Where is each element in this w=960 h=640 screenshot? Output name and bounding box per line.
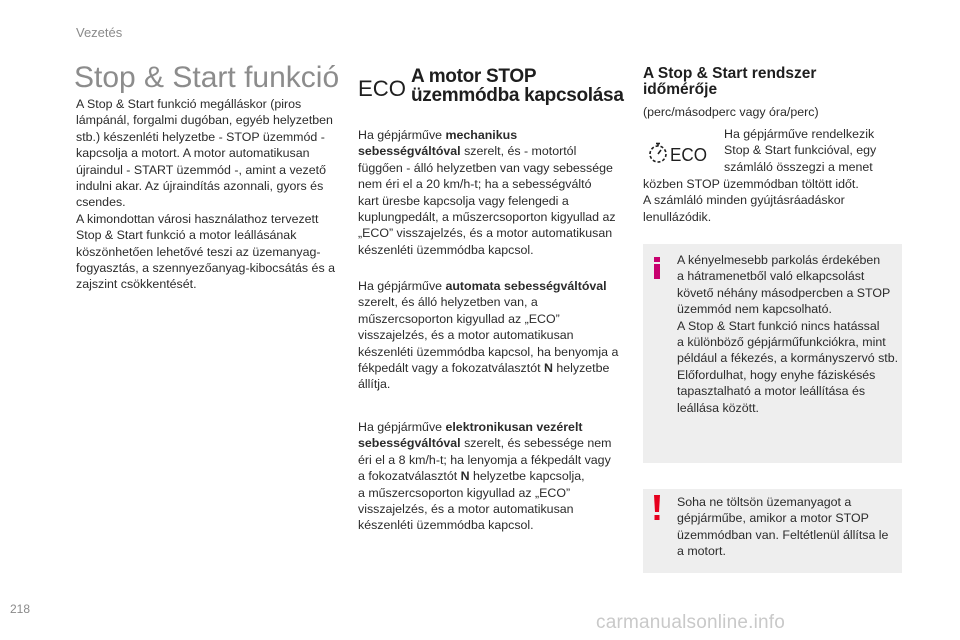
info-note-text: A kényelmesebb parkolás érdekében a hátramenetből való elkapcsolást követő néhány másodpercben a STOP üzemmód nem kapcsolható. A Stop & Start funkció nincs hatással a különböző gépjárműfunkciókra, mint például a fékezés, a kormányszervó stb. Előfordulhat, hogy enyhe fáziskésés tapasztalható a motor leállítása és leállása között. xyxy=(677,253,899,415)
watermark: carmanualsonline.info xyxy=(596,612,786,633)
paragraph-auto-bold: automata sebességváltóval xyxy=(445,279,607,293)
paragraph-manual-lead: Ha gépjárműve xyxy=(358,128,446,142)
page-title: Stop & Start funkció xyxy=(74,61,340,94)
intro-text xyxy=(76,96,340,293)
timer-description: Ha gépjárműve rendelkezik Stop & Start funkcióval, egy számláló összegzi a menet xyxy=(724,127,877,174)
paragraph-auto-gear: N xyxy=(543,361,553,376)
eco-icon xyxy=(358,76,406,100)
paragraph-auto-rest-2: helyzetbe állítja. xyxy=(358,361,610,392)
paragraph-elec-rest-2: helyzetbe kapcsolja, a műszercsoporton kigyullad az „ECO” visszajelzés, és a motor automatikusan készenléti üzemmódba kapcsol. xyxy=(358,469,585,533)
page-number: 218 xyxy=(10,602,31,616)
intro-paragraph-2: A kimondottan városi használathoz tervezett Stop & Start funkció a motor leállásának köszönhetően lehetővé teszi az üzemanyag- fogyasztás, a szennyezőanyag-kibocsátás és a zajszint csökkentését. xyxy=(76,211,335,292)
paragraph-automatic-gearbox xyxy=(358,278,622,393)
stopwatch-eco-icon xyxy=(648,141,708,165)
paragraph-elec-lead: Ha gépjárműve xyxy=(358,420,446,434)
info-icon xyxy=(650,257,664,279)
paragraph-elec-gear: N xyxy=(460,469,470,484)
paragraph-electronic-gearbox xyxy=(358,419,622,534)
timer-description-continued: közben STOP üzemmódban töltött időt. A számláló minden gyújtásráadáskor lenullázódik. xyxy=(643,177,859,224)
section-heading-stop-mode: A motor STOP üzemmódba kapcsolása xyxy=(411,66,624,106)
paragraph-elec-bold: elektronikusan vezérelt sebességváltóval xyxy=(358,420,583,451)
paragraph-manual-bold: mechanikus sebességváltóval xyxy=(358,128,518,159)
exclamation-icon xyxy=(650,495,664,521)
warning-note-text: Soha ne töltsön üzemanyagot a gépjárműbe, amikor a motor STOP üzemmódban van. Feltétlenül állítsa le a motort. xyxy=(677,495,889,559)
paragraph-manual-rest: szerelt, és - motortól függően - álló helyzetben van vagy sebessége nem éri el a 20 km/h-t; ha a sebességváltó kart üresbe kapcsolja vagy felengedi a kuplungpedált, a műszercsoporton kigyullad az „ECO” visszajelzés, és a motor automatikusan készenléti üzemmódba kapcsol. xyxy=(358,144,616,257)
intro-paragraph-1: A Stop & Start funkció megálláskor (piros lámpánál, forgalmi dugóban, egyéb helyzetben stb.) készenléti helyzetbe - STOP üzemmód - kapcsolja a motort. A motor automatikusan újraindul - START üzemmód -, amint a vezető indulni akar. Az újraindítás azonnali, gyors és csendes. xyxy=(76,97,333,210)
paragraph-auto-rest-1: szerelt, és álló helyzetben van, a műszercsoporton kigyullad az „ECO” visszajelzés, és a motor automatikusan készenléti üzemmódba kapcsol, ha benyomja a fékpedált vagy a fokozatválasztót xyxy=(358,295,619,376)
stopwatch-eco-label: ECO xyxy=(670,145,707,165)
eco-icon-label: ECO xyxy=(358,76,406,100)
paragraph-auto-lead: Ha gépjárműve xyxy=(358,279,446,293)
paragraph-elec-rest-1: szerelt, és sebessége nem éri el a 8 km/h-t; ha lenyomja a fékpedált vagy a fokozatválasztót xyxy=(358,436,612,484)
timer-units: (perc/másodperc vagy óra/perc) xyxy=(643,105,819,119)
section-label: Vezetés xyxy=(76,25,123,40)
paragraph-manual-gearbox xyxy=(358,127,622,258)
section-heading-timer: A Stop & Start rendszer időmérője xyxy=(643,65,817,98)
